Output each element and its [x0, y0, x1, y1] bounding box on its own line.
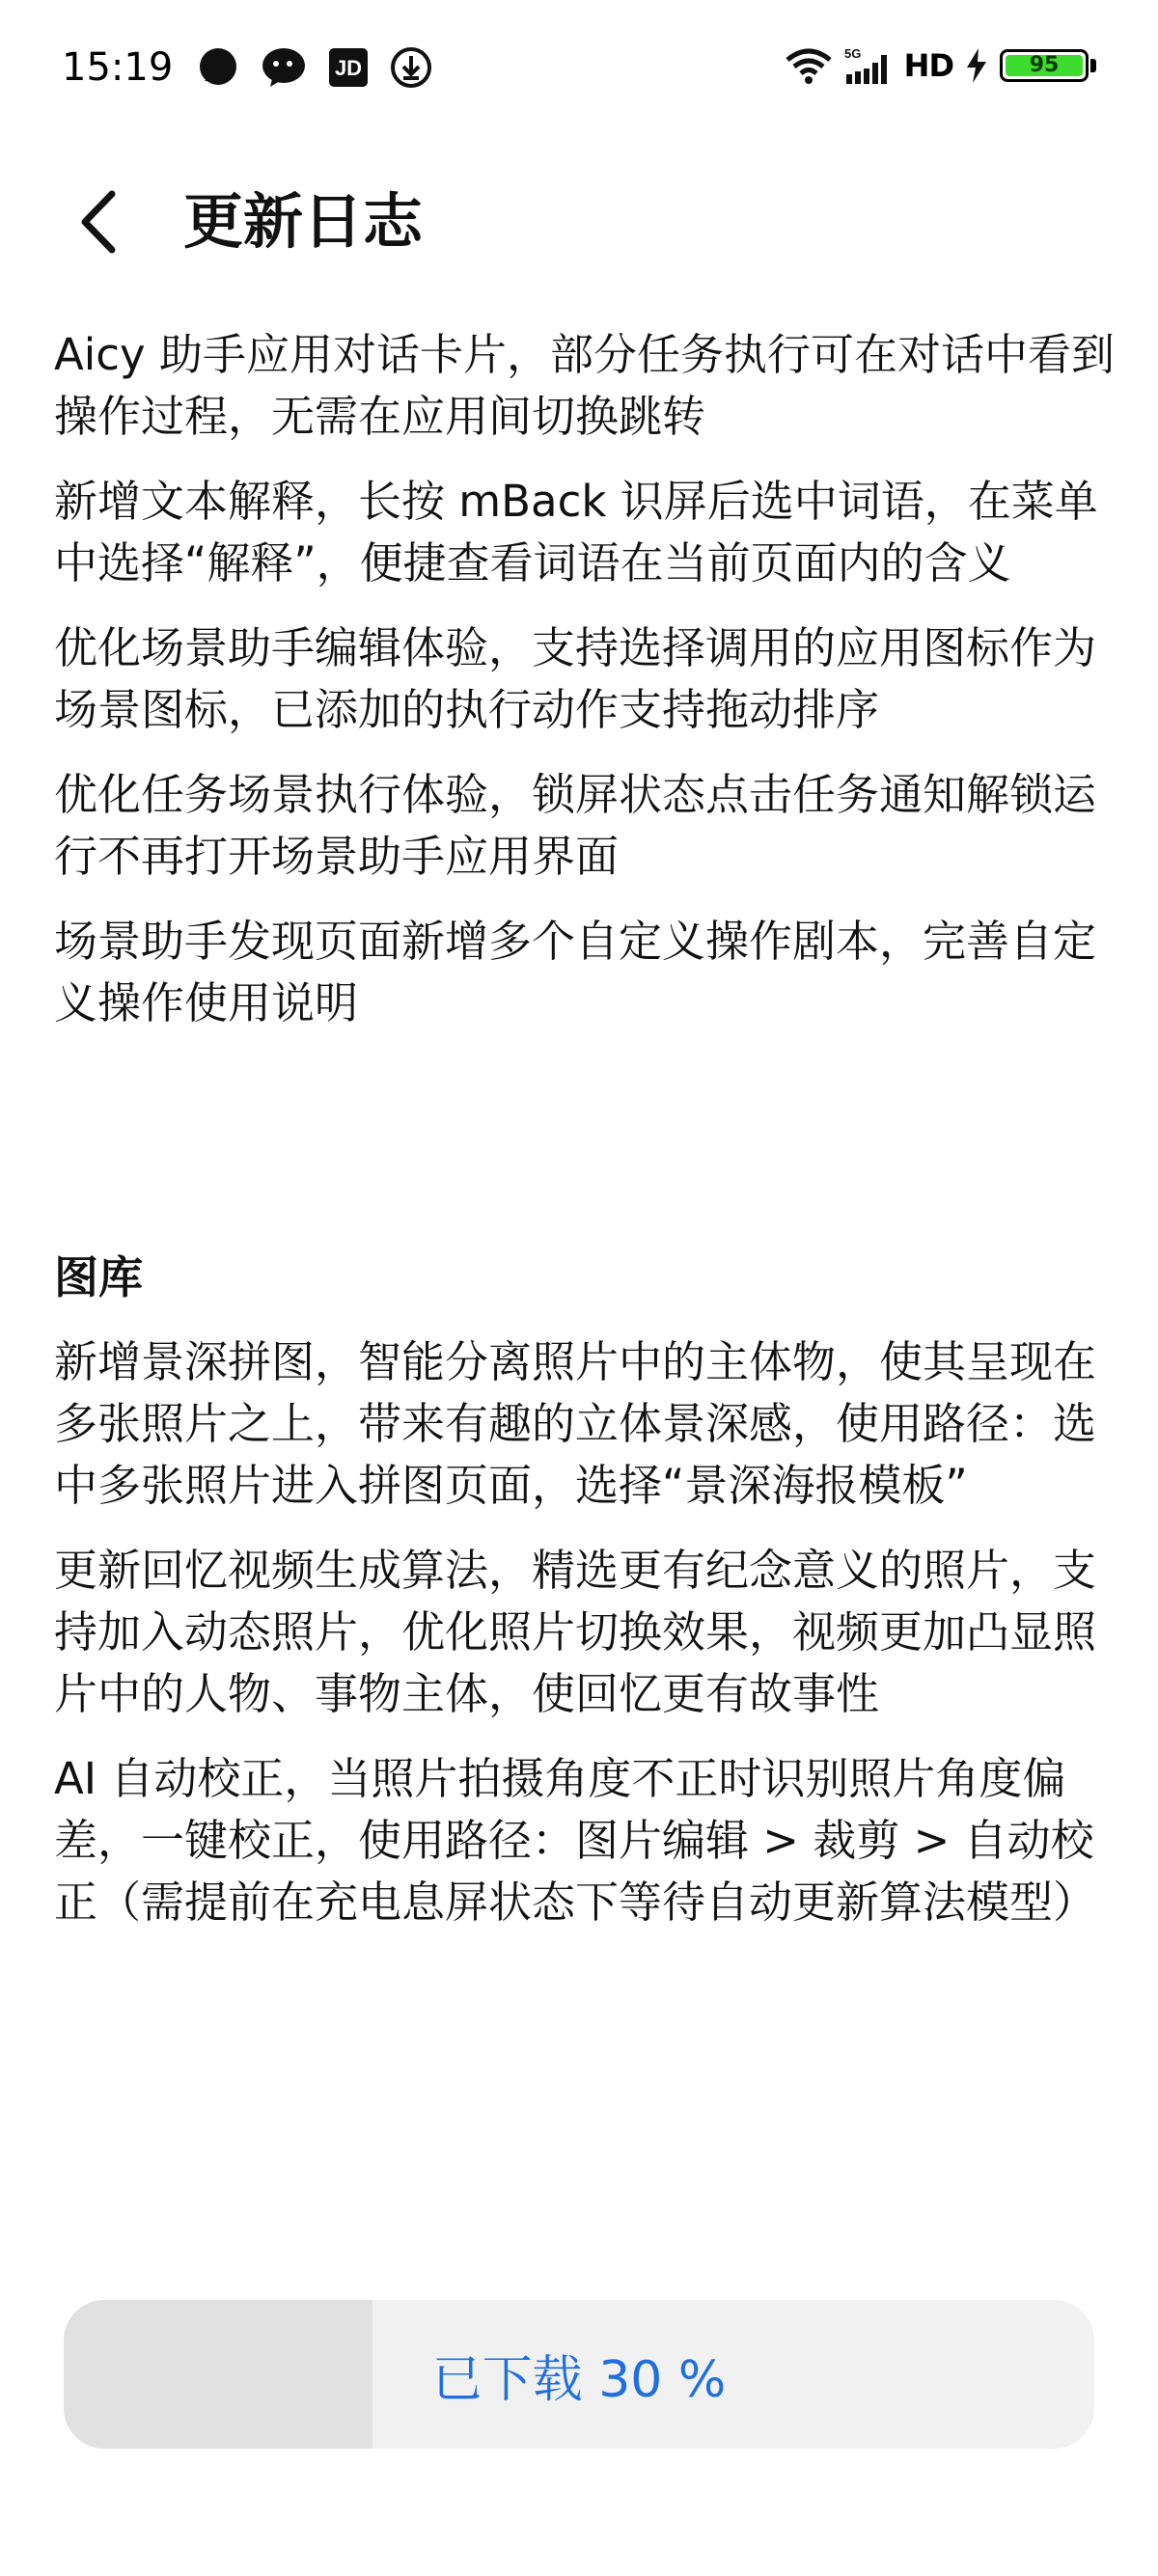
gallery-entry: AI 自动校正，当照片拍摄角度不正时识别照片角度偏差，一键校正，使用路径：图片编辑 > 裁剪 > 自动校正（需提前在充电息屏状态下等待自动更新算法模型）: [54, 1753, 1097, 1928]
section-title-gallery: 图库: [54, 1251, 143, 1303]
status-right: [785, 44, 1098, 87]
header: [0, 164, 1158, 280]
changelog-entry: 优化场景助手编辑体验，支持选择调用的应用图标作为场景图标，已添加的执行动作支持拖动排序: [54, 622, 1097, 735]
back-button[interactable]: [58, 181, 139, 262]
notification-icons: [197, 46, 432, 89]
download-icon: [390, 46, 432, 89]
status-time: 15:19: [62, 45, 174, 90]
changelog-entry: 优化任务场景执行体验，锁屏状态点击任务通知解锁运行不再打开场景助手应用界面: [54, 769, 1097, 882]
changelog-entry: 新增文本解释，长按 mBack 识屏后选中词语，在菜单中选择“解释”，便捷查看词语在当前页面内的含义: [54, 476, 1098, 589]
battery-icon: [1000, 47, 1098, 84]
changelog-content[interactable]: [54, 324, 1116, 2192]
changelog-entry: Aicy 助手应用对话卡片，部分任务执行可在对话中看到操作过程，无需在应用间切换跳转: [54, 329, 1115, 442]
download-progress-button[interactable]: [64, 2300, 1094, 2449]
charging-icon: [965, 48, 988, 83]
svg-text:JD: JD: [334, 56, 363, 80]
cellular-signal-icon: [844, 45, 893, 86]
battery-level: 95: [1006, 55, 1083, 76]
jd-icon: [328, 47, 369, 88]
changelog-entry: 场景助手发现页面新增多个自定义操作剧本，完善自定义操作使用说明: [54, 916, 1097, 1028]
download-status-label: 已下载 30 %: [431, 2350, 727, 2409]
gallery-entry: 新增景深拼图，智能分离照片中的主体物，使其呈现在多张照片之上，带来有趣的立体景深感，使用路径：选中多张照片进入拼图页面，选择“景深海报模板”: [54, 1336, 1097, 1511]
svg-text:5G: 5G: [843, 46, 861, 61]
page-title: 更新日志: [183, 186, 424, 257]
gallery-entry: 更新回忆视频生成算法，精选更有纪念意义的照片，支持加入动态照片，优化照片切换效果，视频更加凸显照片中的人物、事物主体，使回忆更有故事性: [54, 1545, 1097, 1719]
chat-bubble-icon: [197, 46, 239, 89]
status-bar: [0, 0, 1158, 135]
chevron-left-icon: [71, 188, 125, 256]
wechat-icon: [261, 46, 307, 89]
wifi-icon: [785, 46, 833, 85]
hd-label: HD: [903, 47, 953, 84]
